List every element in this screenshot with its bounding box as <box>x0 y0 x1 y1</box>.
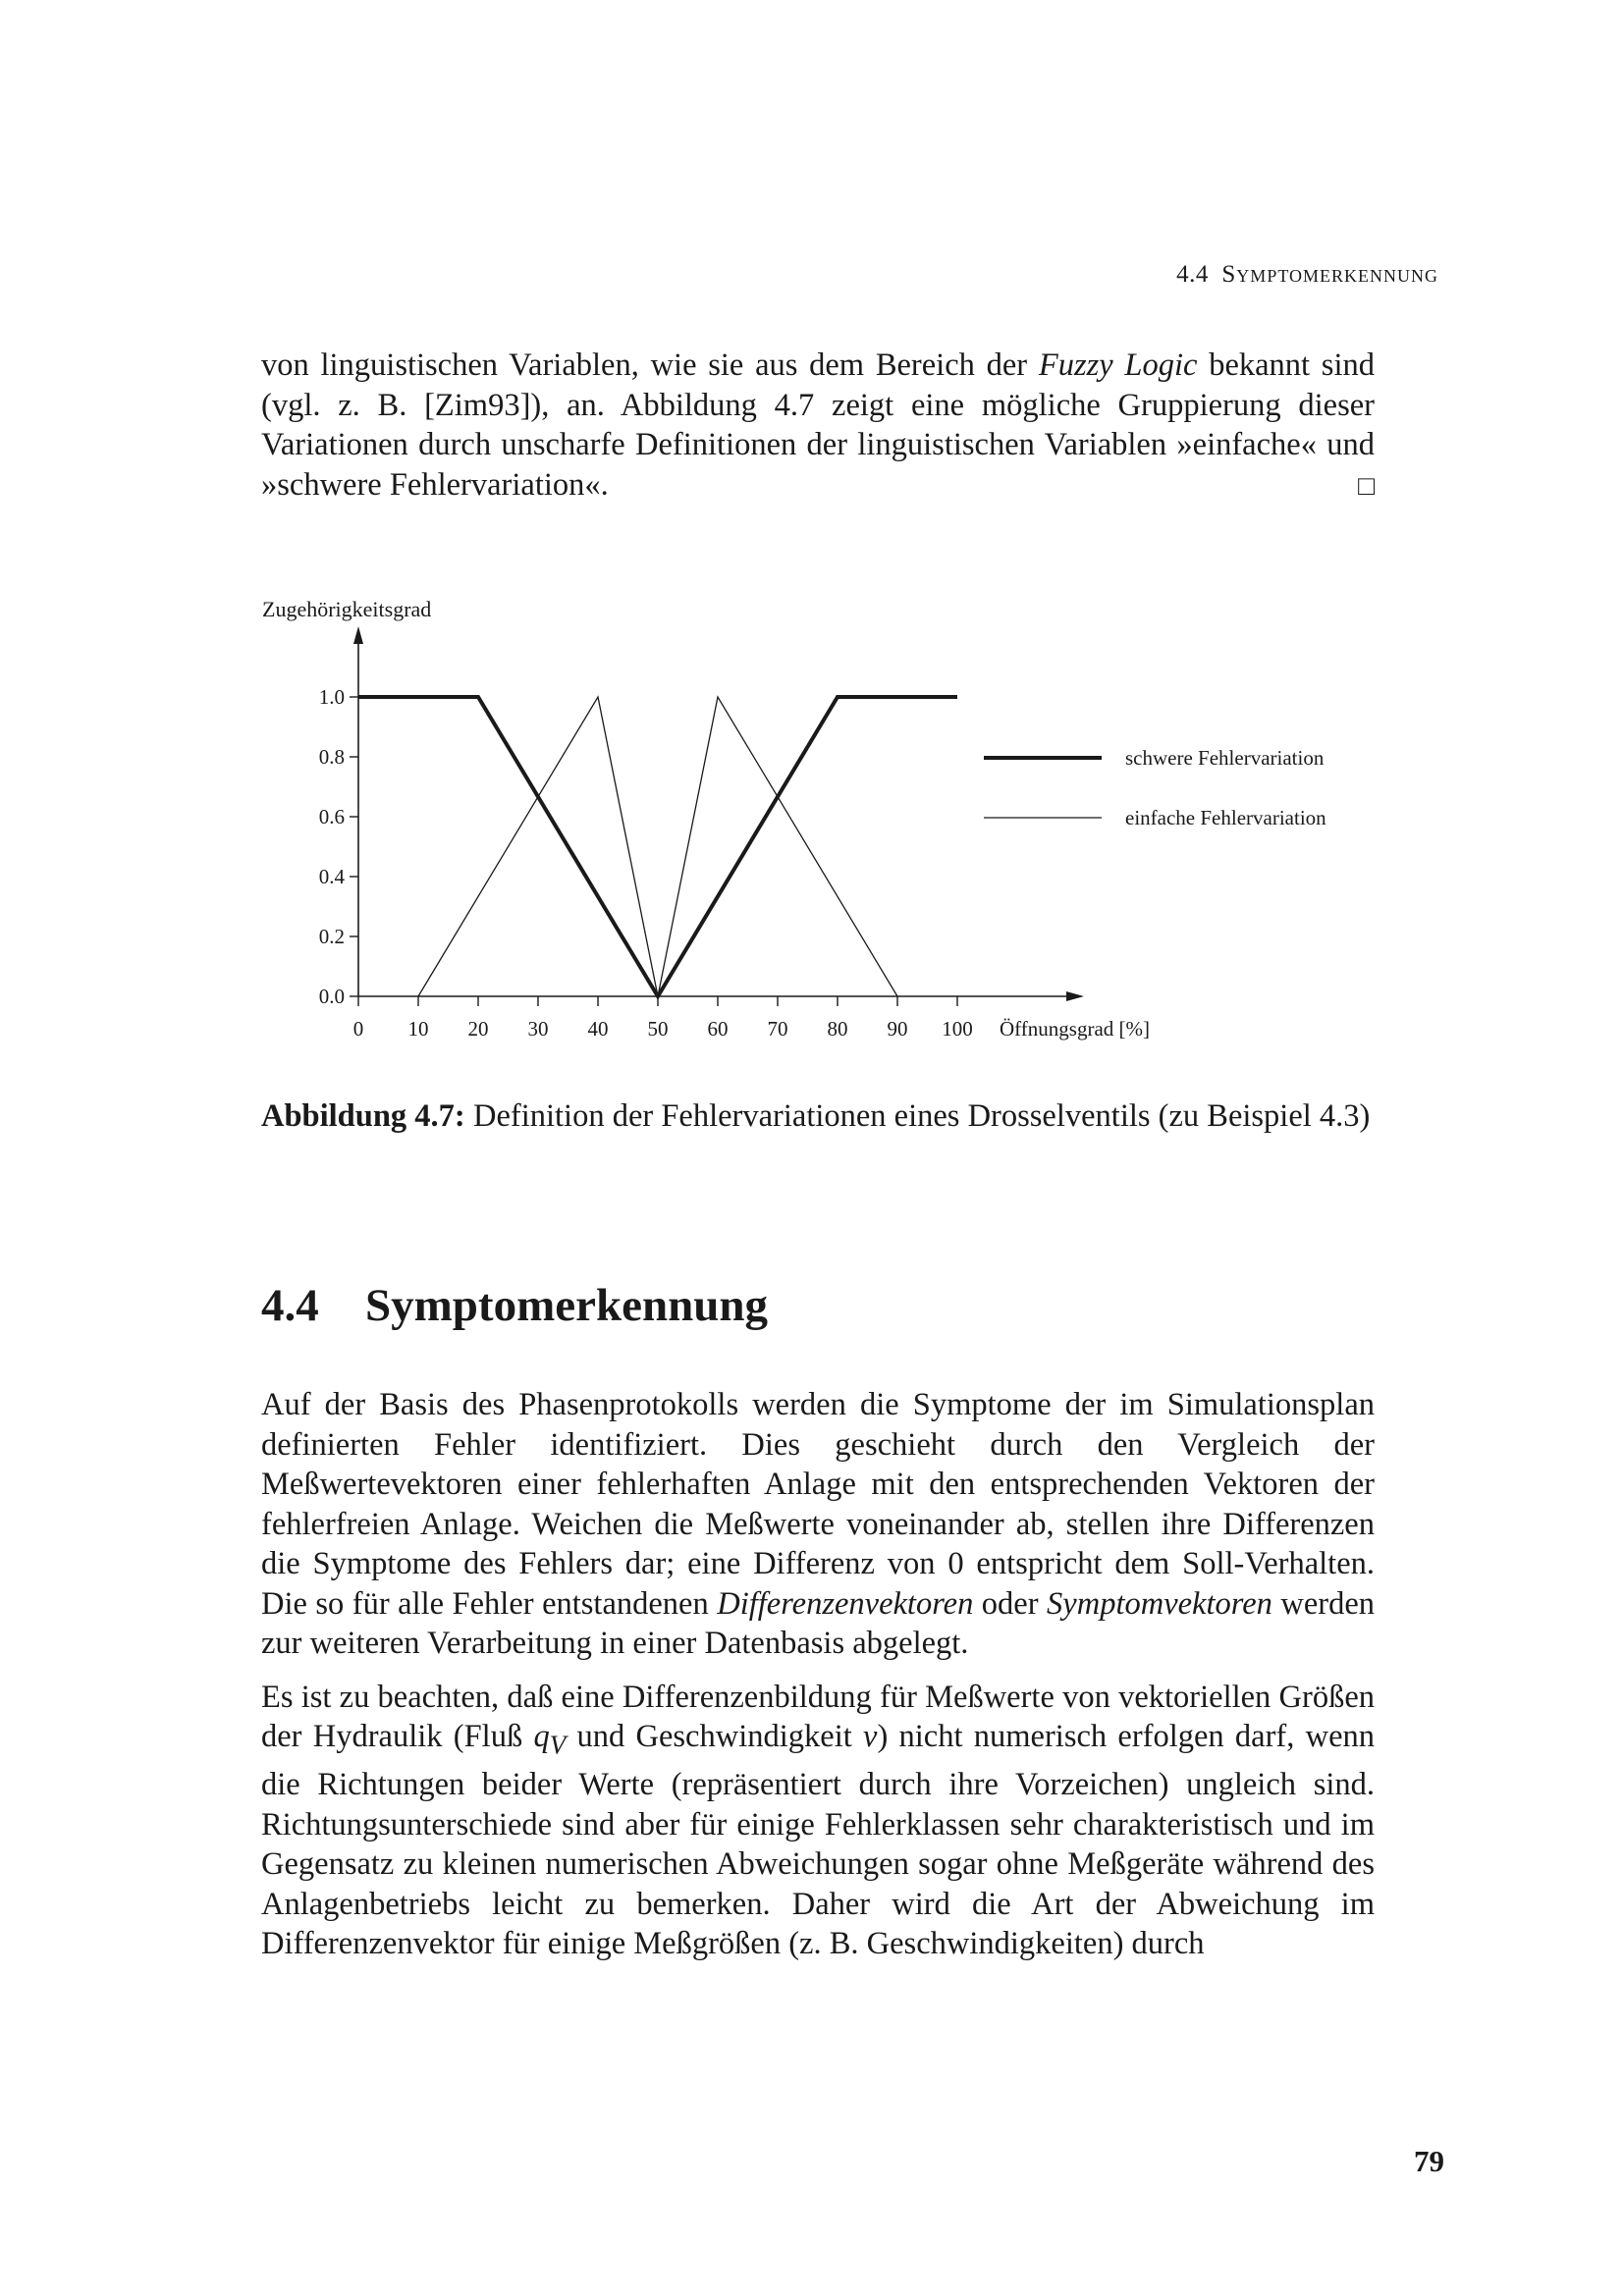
body-paragraph-1 <box>261 1385 1375 1664</box>
y-axis-label: Zugehörigkeitsgrad <box>262 597 432 621</box>
body-text <box>261 1385 1375 1964</box>
intro-text-1: von linguistischen Variablen, wie sie aus dem Bereich der <box>261 347 1039 383</box>
x-tick-label: 70 <box>767 1017 788 1041</box>
x-tick-label: 20 <box>467 1017 489 1041</box>
y-tick-label: 0.0 <box>318 985 345 1008</box>
body-text-span: und Geschwindigkeit <box>566 1719 864 1754</box>
math-subscript-v: V <box>549 1730 567 1760</box>
x-tick-label: 80 <box>827 1017 848 1041</box>
y-tick-label: 1.0 <box>318 685 345 709</box>
x-tick-label: 100 <box>942 1017 973 1041</box>
y-tick-label: 0.6 <box>318 805 345 828</box>
y-tick-label: 0.4 <box>318 865 345 888</box>
x-axis-arrowhead <box>1066 991 1084 1001</box>
x-axis-label: Öffnungsgrad [%] <box>1000 1017 1150 1041</box>
body-text-span: oder <box>973 1585 1048 1622</box>
intro-paragraph <box>261 346 1375 507</box>
body-emphasis: Differenzenvektoren <box>717 1585 974 1622</box>
x-tick-label: 90 <box>887 1017 908 1041</box>
section-heading <box>261 1278 768 1333</box>
y-axis-arrowhead <box>353 626 363 644</box>
figure-caption-text: Definition der Fehlervariationen eines Drosselventils (zu Beispiel 4.3) <box>473 1098 1371 1134</box>
membership-chart <box>236 579 1414 1080</box>
running-head <box>1176 261 1438 289</box>
figure-label: Abbildung 4.7: <box>261 1098 465 1134</box>
y-tick-label: 0.8 <box>318 745 345 769</box>
section-number: 4.4 <box>261 1280 319 1331</box>
running-head-number: 4.4 <box>1176 261 1209 288</box>
intro-emphasis: Fuzzy Logic <box>1038 347 1198 383</box>
figure-chart <box>236 579 1414 1080</box>
x-tick-label: 0 <box>352 1017 364 1041</box>
figure-caption <box>261 1096 1375 1137</box>
math-symbol-q: q <box>533 1719 550 1754</box>
series-line-einfache <box>418 697 897 996</box>
x-tick-label: 40 <box>587 1017 609 1041</box>
math-symbol-v: v <box>863 1719 878 1754</box>
body-text-span: Es ist zu beachten, daß eine Differenzenbildung für Meßwerte von vektoriellen Größen der Hydraulik (Fluß <box>261 1679 1375 1754</box>
running-head-title: Symptomerkennung <box>1221 261 1438 288</box>
body-emphasis: Symptomvektoren <box>1047 1585 1272 1622</box>
series-line-schwere <box>358 697 957 996</box>
body-text-span: ) nicht numerisch erfolgen darf, wenn die Richtungen beider Werte (repräsentiert durch ihre Vorzeichen) ungleich sind. Richtungsunterschiede sind aber für einige Fehlerklassen sehr charakteristisch und im Gegensatz zu kleinen numerischen Abweichungen sogar ohne Meßgeräte während des Anlagenbetriebs leicht zu bemerken. Daher wird die Art der Abweichung im Differenzenvektor für einige Meßgrößen (z. B. Geschwindigkeiten) durch <box>261 1719 1376 1961</box>
intro-text-2: bekannt sind (vgl. z. B. [Zim93]), an. Abbildung 4.7 zeigt eine mögliche Gruppierung dieser Variationen durch unscharfe Definitionen der linguistischen Variablen »einfache« und »schwere Fehlervariation«. <box>261 347 1375 503</box>
x-tick-label: 30 <box>527 1017 549 1041</box>
legend-label-einfache: einfache Fehlervariation <box>1125 806 1326 829</box>
section-title: Symptomerkennung <box>365 1280 769 1331</box>
end-of-example-mark: □ <box>1358 470 1375 502</box>
page-number: 79 <box>1414 2144 1444 2178</box>
body-text-span: werden zur weiteren Verarbeitung in einer Datenbasis abgelegt. <box>261 1585 1376 1661</box>
x-tick-label: 50 <box>647 1017 669 1041</box>
x-tick-label: 10 <box>407 1017 429 1041</box>
x-tick-label: 60 <box>707 1017 729 1041</box>
y-tick-label: 0.2 <box>318 925 345 948</box>
body-text-span: Auf der Basis des Phasenprotokolls werden die Symptome der im Simulationsplan definierten Fehler identifiziert. Dies geschieht durch den Vergleich der Meßwertevektoren einer fehlerhaften Anlage mit den entsprechenden Vektoren der fehlerfreien Anlage. Weichen die Meßwerte voneinander ab, stellen ihre Differenzen die Symptome des Fehlers dar; eine Differenz von 0 entspricht dem Soll-Verhalten. Die so für alle Fehler entstandenen <box>261 1387 1375 1622</box>
body-paragraph-2 <box>261 1678 1375 1964</box>
legend-label-schwere: schwere Fehlervariation <box>1125 746 1325 770</box>
